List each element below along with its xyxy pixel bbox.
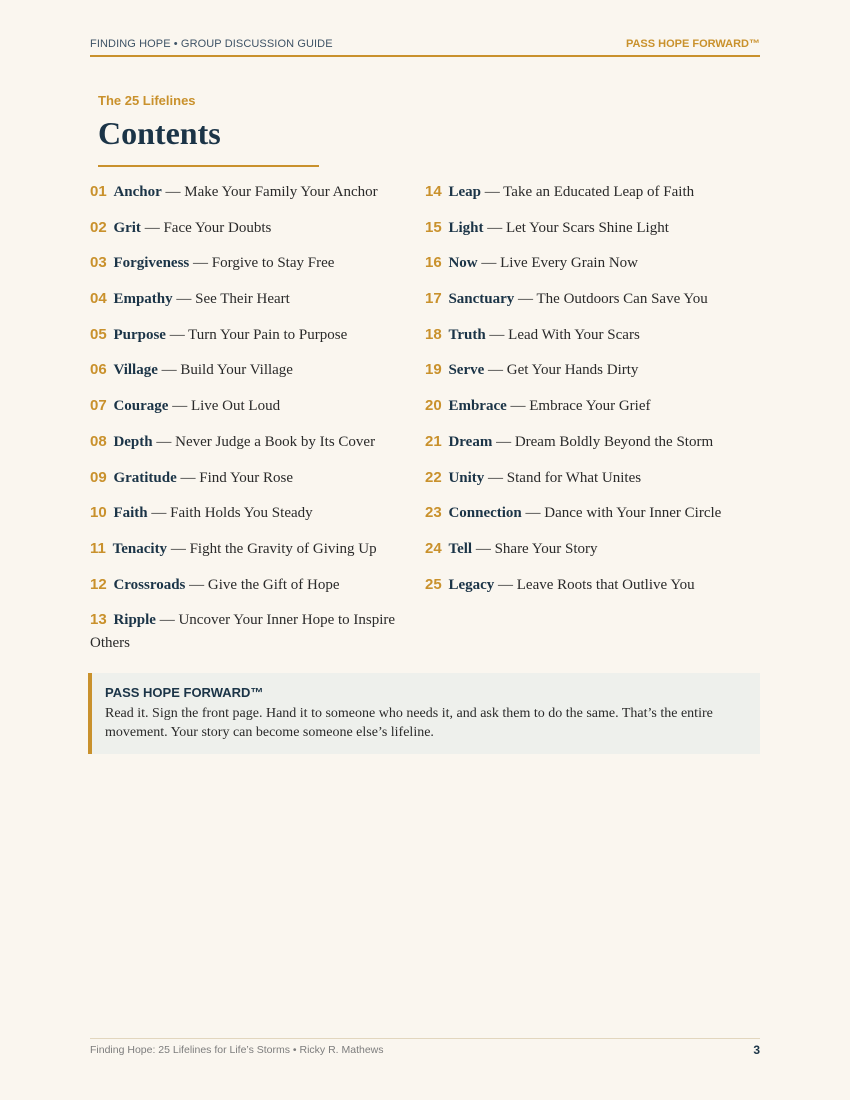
item-number: 22 (425, 468, 442, 486)
contents-item[interactable] (90, 180, 410, 204)
item-title: — Dance with Your Inner Circle (521, 505, 722, 522)
item-number: 06 (90, 361, 107, 379)
item-number: 19 (425, 361, 442, 379)
item-keyword: Gratitude (113, 469, 177, 486)
item-title: — Stand for What Unites (484, 469, 642, 486)
item-number: 13 (90, 611, 107, 629)
item-title: — Make Your Family Your Anchor (161, 184, 378, 200)
item-title: — Faith Holds You Steady (147, 505, 313, 522)
item-keyword: Connection (448, 505, 522, 522)
item-title: — Share Your Story (472, 540, 598, 557)
callout-title: PASS HOPE FORWARD™ (105, 685, 264, 700)
contents-item[interactable] (425, 537, 760, 561)
item-number: 10 (90, 504, 107, 522)
item-keyword: Sanctuary (448, 291, 515, 308)
item-title: — Embrace Your Grief (506, 398, 651, 415)
contents-item[interactable] (90, 537, 410, 561)
title-divider (98, 165, 319, 167)
item-keyword: Tenacity (112, 540, 168, 557)
pass-hope-forward-callout (88, 673, 760, 754)
item-number: 15 (425, 218, 442, 236)
item-number: 04 (90, 290, 107, 308)
item-title: — Lead With Your Scars (485, 326, 640, 343)
contents-item[interactable] (90, 216, 410, 240)
item-keyword: Forgiveness (113, 255, 190, 272)
item-number: 23 (425, 504, 442, 522)
item-title: — Face Your Doubts (140, 219, 272, 236)
page-footer (90, 1038, 760, 1056)
item-number: 05 (90, 325, 107, 343)
item-keyword: Unity (448, 469, 485, 486)
item-keyword: Depth (113, 433, 153, 450)
contents-item[interactable] (425, 358, 760, 382)
page-header (90, 38, 760, 57)
item-number: 01 (90, 183, 107, 200)
item-title: — Live Every Grain Now (477, 255, 638, 272)
item-title: — Fight the Gravity of Giving Up (167, 540, 377, 557)
item-keyword: Tell (448, 540, 473, 557)
item-number: 03 (90, 254, 107, 272)
contents-item[interactable] (90, 501, 410, 525)
item-number: 24 (425, 539, 442, 557)
item-title: — Give the Gift of Hope (185, 576, 340, 593)
item-number: 02 (90, 218, 107, 236)
item-title: — Uncover Your Inner Hope to Inspire Others (90, 612, 396, 652)
item-keyword: Ripple (113, 612, 156, 629)
item-keyword: Truth (448, 326, 486, 343)
contents-item[interactable] (90, 323, 410, 347)
contents-item[interactable] (425, 287, 760, 311)
item-title: — Get Your Hands Dirty (484, 362, 639, 379)
item-title: — The Outdoors Can Save You (514, 291, 708, 308)
item-number: 25 (425, 575, 442, 593)
contents-item[interactable] (90, 251, 410, 275)
item-title: — Forgive to Stay Free (189, 255, 335, 272)
contents-column-left (90, 180, 410, 667)
item-keyword: Legacy (448, 576, 495, 593)
item-number: 21 (425, 432, 442, 450)
item-title: — Take an Educated Leap of Faith (480, 184, 695, 200)
item-keyword: Courage (113, 398, 169, 415)
contents-item[interactable] (425, 216, 760, 240)
item-title: — Find Your Rose (176, 469, 294, 486)
contents-item[interactable] (425, 466, 760, 490)
contents-item[interactable] (90, 466, 410, 490)
item-number: 16 (425, 254, 442, 272)
header-brand: PASS HOPE FORWARD™ (625, 38, 760, 50)
item-number: 14 (425, 183, 442, 200)
item-title: — Dream Boldly Beyond the Storm (492, 433, 714, 450)
item-keyword: Light (448, 219, 484, 236)
item-keyword: Embrace (448, 398, 507, 415)
item-keyword: Village (113, 362, 158, 379)
item-title: — See Their Heart (172, 291, 290, 308)
contents-column-right (425, 180, 760, 608)
item-keyword: Purpose (113, 326, 166, 343)
item-keyword: Now (448, 255, 478, 272)
item-number: 07 (90, 397, 107, 415)
item-number: 11 (90, 539, 106, 557)
header-guide-title: FINDING HOPE • GROUP DISCUSSION GUIDE (90, 38, 333, 50)
contents-item[interactable] (90, 608, 410, 655)
page-number: 3 (753, 1043, 760, 1057)
item-number: 09 (90, 468, 107, 486)
contents-item[interactable] (425, 501, 760, 525)
item-title: — Leave Roots that Outlive You (494, 576, 695, 593)
contents-item[interactable] (90, 358, 410, 382)
item-keyword: Crossroads (113, 576, 186, 593)
item-number: 08 (90, 432, 107, 450)
callout-body: Read it. Sign the front page. Hand it to someone who needs it, and ask them to do the same. That’s the entire movement. Your story can become someone else’s lifeline. (105, 706, 713, 740)
page-title: Contents (98, 115, 221, 151)
contents-item[interactable] (90, 573, 410, 597)
item-number: 17 (425, 290, 442, 308)
item-title: — Never Judge a Book by Its Cover (152, 433, 376, 450)
footer-book-title: Finding Hope: 25 Lifelines for Life’s Storms • Ricky R. Mathews (90, 1044, 384, 1056)
item-number: 20 (425, 397, 442, 415)
item-keyword: Serve (448, 362, 485, 379)
contents-item[interactable] (425, 430, 760, 454)
contents-item[interactable] (425, 323, 760, 347)
item-number: 18 (425, 325, 442, 343)
item-keyword: Empathy (113, 291, 173, 308)
item-title: — Live Out Loud (168, 398, 281, 415)
item-keyword: Faith (113, 505, 148, 522)
item-title: — Turn Your Pain to Purpose (165, 326, 348, 343)
contents-item[interactable] (425, 180, 760, 204)
item-keyword: Dream (448, 433, 493, 450)
contents-item[interactable] (90, 430, 410, 454)
contents-item[interactable] (425, 251, 760, 275)
item-title: — Build Your Village (157, 362, 293, 379)
item-keyword: Grit (113, 219, 141, 236)
section-eyebrow: The 25 Lifelines (98, 93, 196, 108)
contents-item[interactable] (425, 394, 760, 418)
contents-item[interactable] (90, 394, 410, 418)
item-title: — Let Your Scars Shine Light (483, 219, 669, 236)
item-number: 12 (90, 575, 107, 593)
item-keyword: Leap (448, 184, 481, 200)
item-keyword: Anchor (113, 184, 162, 200)
contents-item[interactable] (425, 573, 760, 597)
contents-item[interactable] (90, 287, 410, 311)
